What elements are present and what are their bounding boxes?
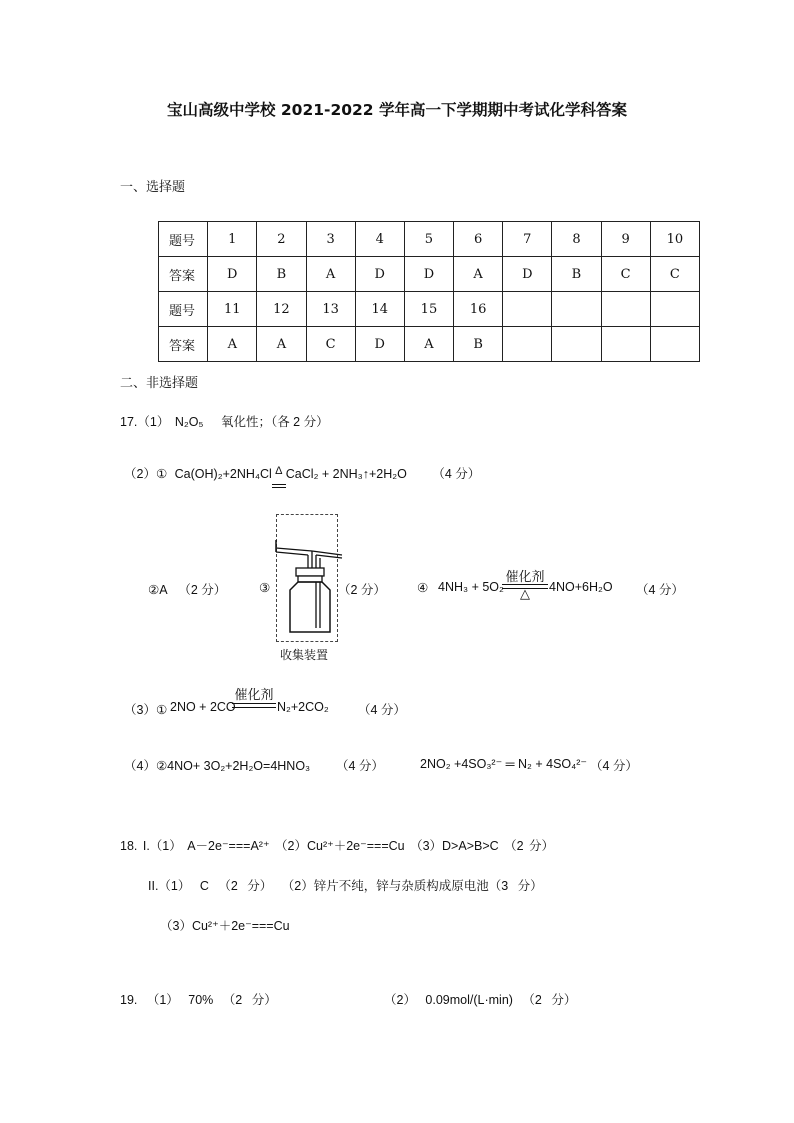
table-cell: 7 [503, 222, 552, 257]
table-cell: 15 [404, 292, 453, 327]
q17-line2 [124, 464, 480, 482]
table-row [159, 257, 700, 292]
table-cell: B [257, 257, 306, 292]
q17-3c-products: 4NO+6H₂O [549, 580, 613, 594]
table-cell [650, 292, 699, 327]
table-cell [601, 292, 650, 327]
table-row [159, 292, 700, 327]
table-cell: 9 [601, 222, 650, 257]
q17-2-condition: Δ [275, 465, 283, 477]
q17-2-prefix: （2）① [124, 467, 168, 481]
q17-4-catalyst: 催化剂 [234, 688, 274, 703]
table-row [159, 327, 700, 362]
table-cell [552, 327, 601, 362]
table-cell [503, 292, 552, 327]
page-title: 宝山高级中学校 2021-2022 学年高一下学期期中考试化学科答案 [166, 101, 627, 119]
table-cell: C [650, 257, 699, 292]
table-cell: A [208, 327, 257, 362]
q17-3c-reactants: 4NH₃ + 5O₂ [438, 580, 504, 594]
table-cell: B [552, 257, 601, 292]
q17-3c-catalyst: 催化剂 [505, 570, 545, 585]
equals-sign-icon [232, 703, 276, 708]
table-cell: D [355, 327, 404, 362]
table-header-cell: 答案 [159, 257, 208, 292]
table-cell: C [601, 257, 650, 292]
q17-3c-score: （4 分） [636, 583, 684, 597]
q17-3a [148, 580, 226, 598]
table-cell: 13 [306, 292, 355, 327]
table-cell: D [208, 257, 257, 292]
q17-3c-label: ④ [417, 581, 429, 595]
table-cell: D [355, 257, 404, 292]
table-header-cell: 答案 [159, 327, 208, 362]
table-header-cell: 题号 [159, 222, 208, 257]
q17-answer-text: 氧化性；（各 2 分） [220, 415, 329, 429]
table-cell: A [454, 257, 503, 292]
q19-part2: （2） 0.09mol/(L·min) （2 分） [384, 993, 577, 1007]
table-cell: B [454, 327, 503, 362]
table-cell: 10 [650, 222, 699, 257]
q17-line1 [120, 412, 329, 430]
table-cell: 12 [257, 292, 306, 327]
q17-5-equation2: 2NO₂ +4SO₃²⁻ ═ N₂ + 4SO₄²⁻ [420, 757, 587, 771]
gas-bottle-icon [272, 538, 344, 638]
table-cell [503, 327, 552, 362]
apparatus-caption: 收集装置 [280, 648, 329, 662]
table-cell: 8 [552, 222, 601, 257]
q17-4-prefix: （3）① [124, 703, 168, 717]
q17-2-reactants: Ca(OH)₂+2NH₄Cl [174, 467, 272, 481]
table-cell: 2 [257, 222, 306, 257]
table-cell: C [306, 327, 355, 362]
q19-part1: 19. （1） 70% （2 分） [120, 993, 277, 1007]
q17-4-reactants: 2NO + 2CO [170, 700, 236, 714]
table-cell [552, 292, 601, 327]
q17-4-score: （4 分） [358, 703, 406, 717]
table-cell: 5 [404, 222, 453, 257]
q18-line1: 18. I.（1） A－2e⁻===A²⁺ （2）Cu²⁺＋2e⁻===Cu （3）D>A>B>C （2 分） [120, 839, 555, 853]
section-heading-choice: 一、选择题 [120, 180, 186, 195]
q17-5-prefix: （4）② [124, 759, 168, 773]
table-cell: 1 [208, 222, 257, 257]
table-cell: 6 [454, 222, 503, 257]
q17-3b-label: ③ [259, 581, 271, 595]
q17-5-score: （4 分） [336, 759, 384, 773]
table-cell: 11 [208, 292, 257, 327]
q17-3a-answer: ②A [148, 583, 167, 597]
table-cell [601, 327, 650, 362]
q18-line3: （3）Cu²⁺＋2e⁻===Cu [160, 919, 290, 933]
table-cell: D [503, 257, 552, 292]
q17-5 [124, 756, 310, 774]
q18-line2: II.（1） C （2 分） （2）锌片不纯，锌与杂质构成原电池（3 分） [148, 879, 543, 893]
equals-sign-icon [272, 484, 286, 488]
table-cell: 3 [306, 222, 355, 257]
q17-3b-score: （2 分） [338, 583, 386, 597]
table-cell: 14 [355, 292, 404, 327]
q17-5-score2: （4 分） [590, 759, 638, 773]
q17-2-score: （4 分） [432, 467, 481, 481]
section-heading-nonchoice: 二、非选择题 [120, 376, 199, 391]
q17-2-products: CaCl₂ + 2NH₃↑+2H₂O [285, 467, 407, 481]
q17-4-products: N₂+2CO₂ [277, 700, 329, 714]
q17-3c-heat: △ [520, 587, 530, 602]
table-cell: D [404, 257, 453, 292]
table-cell: 16 [454, 292, 503, 327]
table-cell: A [257, 327, 306, 362]
table-cell: A [404, 327, 453, 362]
answer-table [158, 221, 700, 362]
table-cell: 4 [355, 222, 404, 257]
q17-5-equation: 4NO+ 3O₂+2H₂O=4HNO₃ [167, 759, 311, 773]
table-cell: A [306, 257, 355, 292]
q17-3a-score: （2 分） [178, 583, 227, 597]
table-header-cell: 题号 [159, 292, 208, 327]
table-cell [650, 327, 699, 362]
q17-formula: N₂O₅ [174, 415, 204, 429]
q17-number: 17.（1） [120, 415, 170, 429]
table-row [159, 222, 700, 257]
